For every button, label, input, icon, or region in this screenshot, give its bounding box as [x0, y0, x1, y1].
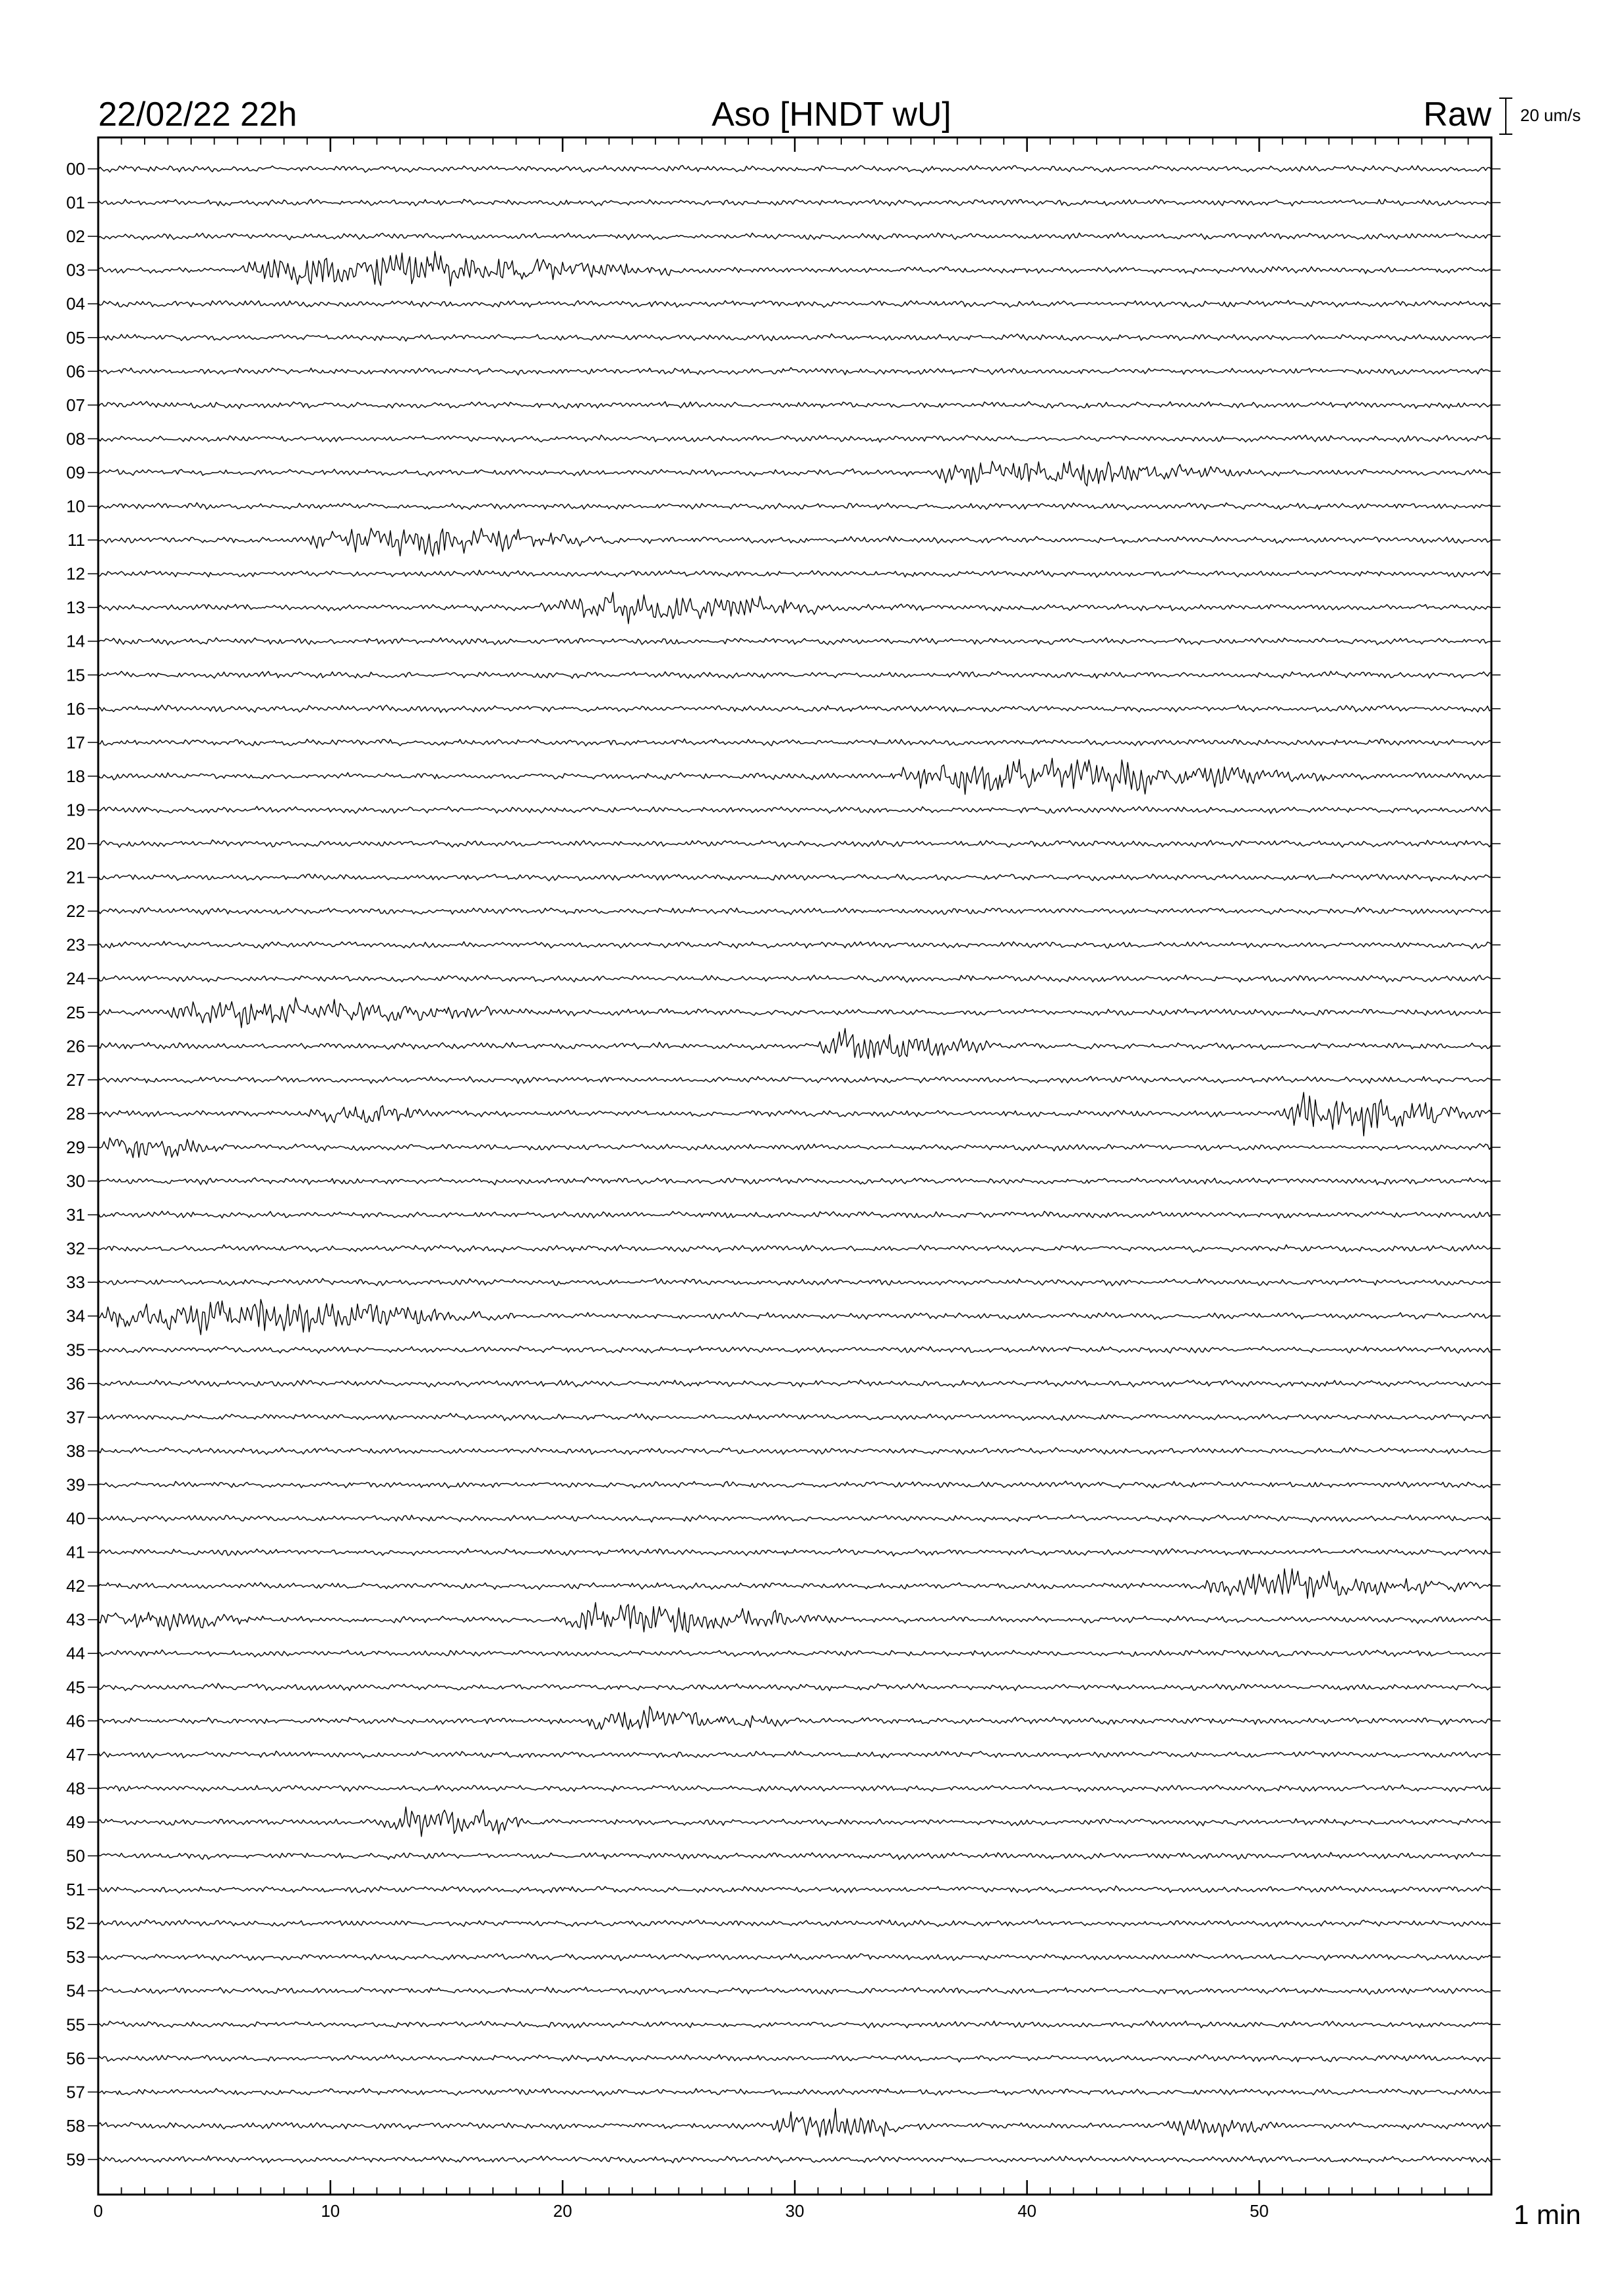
trace-row	[98, 368, 1491, 375]
trace-row	[98, 840, 1491, 848]
trace-row	[98, 1211, 1491, 1218]
trace-row	[98, 592, 1491, 624]
trace-row	[98, 401, 1491, 408]
row-label: 40	[66, 1509, 85, 1528]
row-label: 28	[66, 1103, 85, 1124]
trace-row	[98, 1603, 1491, 1633]
trace-row	[98, 1177, 1491, 1185]
trace-row	[98, 1346, 1491, 1354]
trace-row	[98, 1569, 1491, 1598]
row-label: 11	[67, 530, 85, 550]
trace-row	[98, 1278, 1491, 1285]
x-axis-ticks	[98, 137, 1491, 2195]
trace-row	[98, 1807, 1491, 1837]
trace-row	[98, 1920, 1491, 1927]
header-datetime: 22/02/22 22h	[98, 96, 297, 134]
trace-row	[98, 1650, 1491, 1657]
row-label: 26	[66, 1036, 85, 1056]
trace-row	[98, 232, 1491, 240]
trace-row	[98, 300, 1491, 308]
row-label: 52	[66, 1913, 85, 1933]
trace-row	[98, 672, 1491, 679]
plot-frame	[98, 137, 1491, 2195]
row-label: 45	[66, 1677, 85, 1697]
trace-row	[98, 2054, 1491, 2062]
row-label: 58	[66, 2115, 85, 2136]
trace-row	[98, 1299, 1491, 1335]
x-axis-labels	[94, 2201, 1269, 2221]
row-label: 00	[66, 159, 85, 179]
row-label: 54	[66, 1981, 85, 2001]
row-label: 19	[66, 800, 85, 820]
row-label: 08	[66, 429, 85, 449]
trace-row	[98, 2108, 1491, 2137]
x-tick-label: 10	[321, 2201, 340, 2221]
row-label: 18	[66, 766, 85, 786]
row-label: 06	[66, 361, 85, 382]
trace-row	[98, 1785, 1491, 1792]
amplitude-scale-label: 20 um/s	[1520, 105, 1581, 125]
header-mode: Raw	[1423, 96, 1491, 134]
row-label: 23	[66, 935, 85, 955]
trace-row	[98, 334, 1491, 341]
row-label: 53	[66, 1947, 85, 1967]
header-station: Aso [HNDT wU]	[712, 96, 951, 134]
x-tick-label: 50	[1249, 2201, 1269, 2221]
row-label: 10	[66, 496, 85, 516]
row-label: 21	[66, 867, 85, 888]
row-label: 30	[66, 1171, 85, 1191]
row-label: 46	[66, 1711, 85, 1731]
row-label: 33	[66, 1272, 85, 1293]
trace-row	[98, 166, 1491, 173]
trace-row	[98, 2089, 1491, 2096]
x-tick-label: 0	[93, 2201, 103, 2221]
trace-row	[98, 1751, 1491, 1758]
row-label: 43	[66, 1609, 85, 1630]
row-label: 05	[66, 327, 85, 348]
trace-row	[98, 251, 1491, 286]
trace-row	[98, 1683, 1491, 1691]
x-tick-label: 30	[785, 2201, 805, 2221]
row-label: 44	[66, 1643, 85, 1664]
trace-row	[98, 1987, 1491, 1994]
trace-row	[98, 637, 1491, 645]
row-labels	[66, 159, 1501, 2169]
trace-row	[98, 1549, 1491, 1556]
trace-row	[98, 1413, 1491, 1420]
row-label: 29	[66, 1137, 85, 1157]
trace-row	[98, 2021, 1491, 2028]
row-label: 34	[66, 1306, 85, 1326]
trace-row	[98, 806, 1491, 814]
row-label: 42	[66, 1576, 85, 1596]
trace-row	[98, 759, 1491, 795]
trace-row	[98, 1092, 1491, 1136]
trace-row	[98, 705, 1491, 713]
row-label: 02	[66, 226, 85, 247]
row-label: 51	[66, 1880, 85, 1900]
row-label: 50	[66, 1846, 85, 1866]
trace-row	[98, 503, 1491, 510]
row-label: 57	[66, 2082, 85, 2102]
x-tick-label: 20	[553, 2201, 572, 2221]
row-label: 38	[66, 1441, 85, 1461]
trace-row	[98, 874, 1491, 881]
row-label: 14	[66, 631, 85, 651]
row-label: 32	[66, 1238, 85, 1259]
row-label: 48	[66, 1778, 85, 1799]
trace-row	[98, 1138, 1491, 1158]
trace-row	[98, 570, 1491, 577]
row-label: 22	[66, 901, 85, 922]
row-label: 13	[66, 598, 85, 618]
row-label: 39	[66, 1475, 85, 1495]
trace-row	[98, 528, 1491, 556]
row-label: 27	[66, 1069, 85, 1090]
trace-row	[98, 997, 1491, 1028]
trace-row	[98, 1076, 1491, 1083]
trace-row	[98, 461, 1491, 486]
trace-row	[98, 1380, 1491, 1387]
row-label: 41	[66, 1542, 85, 1562]
trace-row	[98, 1954, 1491, 1961]
trace-row	[98, 1448, 1491, 1455]
row-label: 47	[66, 1744, 85, 1765]
trace-row	[98, 941, 1491, 949]
trace-row	[98, 1028, 1491, 1058]
trace-row	[98, 1515, 1491, 1522]
trace-row	[98, 1481, 1491, 1488]
x-axis-unit-label: 1 min	[1514, 2199, 1581, 2230]
trace-row	[98, 739, 1491, 746]
amplitude-scale-bar	[1499, 98, 1512, 134]
row-label: 16	[66, 698, 85, 719]
trace-group	[98, 166, 1491, 2163]
row-label: 01	[66, 192, 85, 213]
row-label: 17	[66, 732, 85, 753]
row-label: 20	[66, 834, 85, 853]
row-label: 15	[66, 665, 85, 685]
row-label: 36	[66, 1373, 85, 1393]
row-label: 07	[66, 395, 85, 415]
trace-row	[98, 435, 1491, 442]
row-label: 59	[66, 2149, 85, 2170]
row-label: 24	[66, 969, 85, 989]
row-label: 31	[66, 1205, 85, 1225]
trace-row	[98, 908, 1491, 915]
row-label: 49	[66, 1812, 85, 1832]
row-label: 03	[66, 260, 85, 280]
trace-row	[98, 975, 1491, 982]
trace-row	[98, 1886, 1491, 1893]
trace-row	[98, 1852, 1491, 1859]
row-label: 09	[66, 462, 85, 482]
trace-row	[98, 2156, 1491, 2163]
row-label: 37	[66, 1407, 85, 1427]
x-tick-label: 40	[1017, 2201, 1037, 2221]
trace-row	[98, 199, 1491, 206]
row-label: 12	[66, 564, 85, 584]
row-label: 35	[66, 1340, 85, 1360]
row-label: 55	[66, 2015, 85, 2035]
trace-row	[98, 1706, 1491, 1729]
trace-row	[98, 1245, 1491, 1252]
row-label: 04	[66, 294, 85, 314]
row-label: 56	[66, 2048, 85, 2068]
row-label: 25	[66, 1002, 85, 1022]
